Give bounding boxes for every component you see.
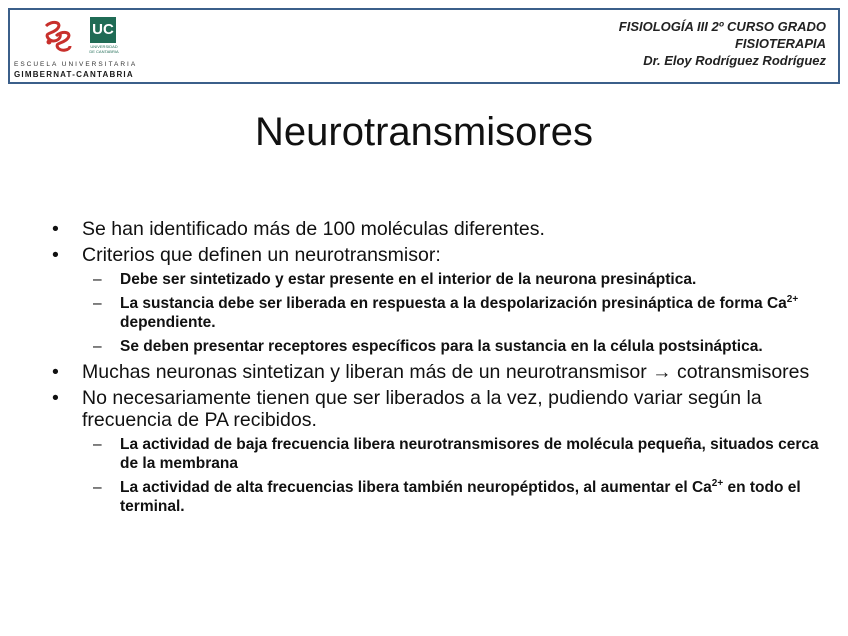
course-info [619, 18, 826, 69]
slide-content [50, 218, 820, 521]
bullet-item [50, 218, 820, 240]
header-bar [8, 8, 840, 84]
bullet-text: Muchas neuronas sintetizan y liberan más de un neurotransmisor → cotransmisores [82, 361, 810, 383]
course-professor: Dr. Eloy Rodríguez Rodríguez [643, 53, 826, 68]
school-name-line2: GIMBERNAT-CANTABRIA [14, 70, 134, 79]
dash-icon: – [93, 338, 102, 355]
bullet-item [50, 361, 820, 383]
school-logo [14, 13, 146, 79]
sub-bullet-text-end: dependiente. [120, 314, 216, 331]
sub-bullet-item [50, 294, 820, 332]
sub-bullet-text: Se deben presentar receptores específicos para la sustancia en la célula postsináptica. [120, 338, 763, 355]
superscript: 2+ [786, 294, 799, 305]
bullet-icon: • [52, 244, 59, 266]
bullet-text: Criterios que definen un neurotransmisor: [82, 244, 441, 266]
course-degree: FISIOTERAPIA [734, 36, 826, 51]
sub-bullet-text-end: en todo el terminal. [120, 479, 801, 515]
school-emblem-icon [40, 18, 76, 54]
dash-icon: – [93, 271, 102, 288]
sub-bullet-item [50, 478, 820, 516]
course-title: FISIOLOGÍA III 2º CURSO GRADO [618, 19, 826, 34]
slide-title: Neurotransmisores [255, 110, 593, 154]
sub-bullet-item [50, 270, 820, 289]
sub-bullet-text: La actividad de alta frecuencias libera también neuropéptidos, al aumentar el Ca [120, 479, 712, 496]
sub-bullet-item [50, 435, 820, 473]
uc-badge: UC [90, 17, 116, 43]
sub-bullet-text: La sustancia debe ser liberada en respuesta a la despolarización presináptica de forma Ca [120, 295, 787, 312]
dash-icon: – [93, 295, 102, 312]
dash-icon: – [93, 436, 102, 453]
bullet-text: No necesariamente tienen que ser liberados a la vez, pudiendo variar según la frecuencia de PA recibidos. [82, 387, 762, 431]
superscript: 2+ [711, 478, 724, 489]
bullet-item [50, 244, 820, 266]
sub-bullet-text: Debe ser sintetizado y estar presente en el interior de la neurona presináptica. [120, 271, 697, 288]
bullet-item [50, 387, 820, 431]
dash-icon: – [93, 479, 102, 496]
school-name-line1: ESCUELA UNIVERSITARIA [14, 61, 138, 68]
sub-bullet-text: La actividad de baja frecuencia libera neurotransmisores de molécula pequeña, situados cerca de la membrana [120, 436, 819, 472]
bullet-text: Se han identificado más de 100 moléculas diferentes. [82, 218, 545, 240]
bullet-icon: • [52, 218, 59, 240]
sub-bullet-item [50, 337, 820, 356]
uc-subtitle: UNIVERSIDAD DE CANTABRIA [89, 44, 119, 54]
bullet-icon: • [52, 387, 59, 409]
bullet-icon: • [52, 361, 59, 383]
